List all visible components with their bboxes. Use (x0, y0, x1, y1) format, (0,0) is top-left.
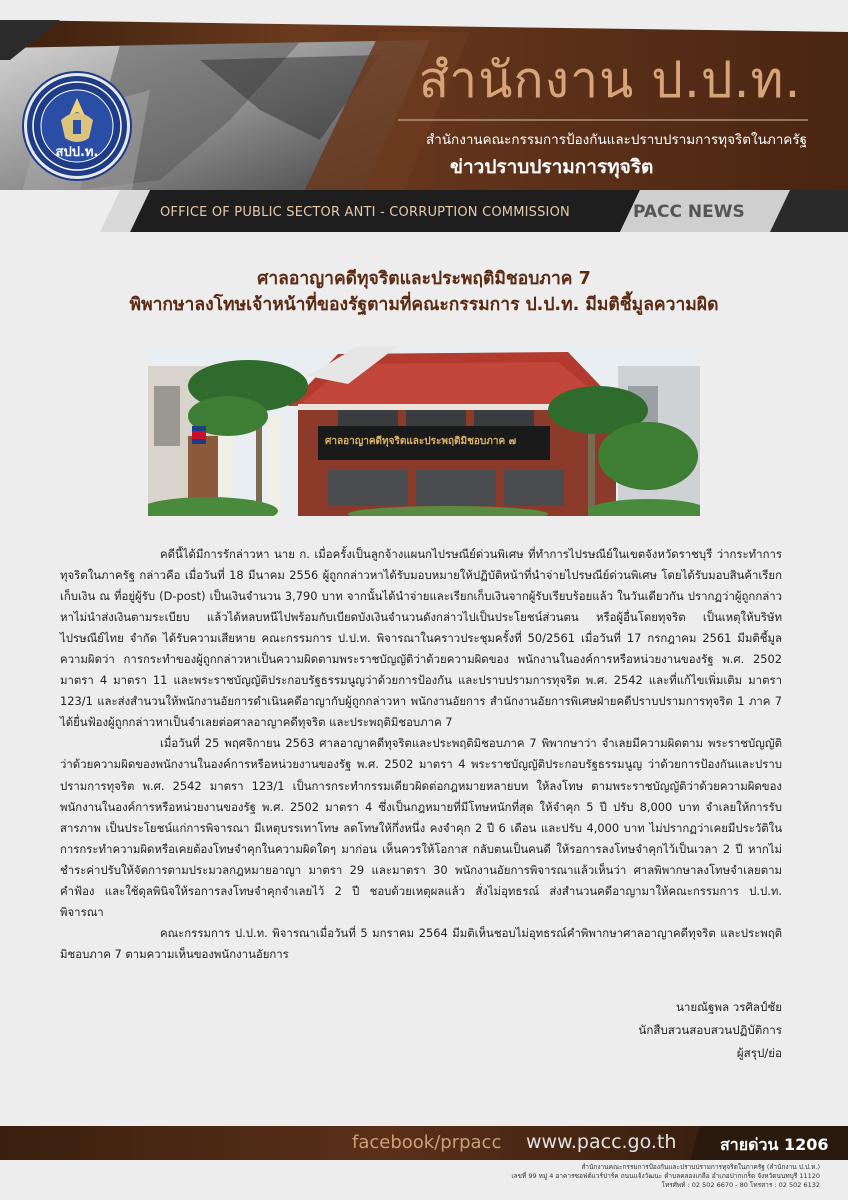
court-sign-text: ศาลอาญาคดีทุจริตและประพฤติมิชอบภาค ๗ (325, 436, 517, 447)
headline-line-2: พิพากษาลงโทษเจ้าหน้าที่ของรัฐตามที่คณะกรรมการ ป.ป.ท. มีมติชี้มูลความผิด (129, 295, 719, 315)
headline-line-1: ศาลอาญาคดีทุจริตและประพฤติมิชอบภาค 7 (257, 269, 591, 289)
footer-address-line-1: สำนักงานคณะกรรมการป้องกันและปราบปรามการทุจริตในภาครัฐ (สำนักงาน ป.ป.ท.) (581, 1163, 820, 1171)
footer-address (511, 1163, 820, 1190)
article-paragraph-1: คดีนี้ได้มีการรักล่าวหา นาย ก. เมื่อครั้งเป็นลูกจ้างแผนกไปรษณีย์ด่วนพิเศษ ที่ทำการไปรษณีย์ในเขตจังหวัดราชบุรี ว่ากระทำการทุจริตในภาครัฐ กล่าวคือ เมื่อวันที่ 18 มีนาคม 2556 ผู้ถูกกล่าวหาได้รับมอบหมายให้ปฏิบัติหน้าที่นำจ่ายไปรษณีย์ด่วนพิเศษ โดยได้รับมอบสินค้าเรียกเก็บเงิน ณ ที่อยู่ผู้รับ (D-post) เป็นเงินจำนวน 3,790 บาท จากนั้นได้นำจ่ายและเรียกเก็บเงินจากผู้รับเรียบร้อยแล้ว ในวันเดียวกัน ปรากฏว่าผู้ถูกกล่าวหาไม่นำส่งเงินตามระเบียบ แล้วได้หลบหนีไปพร้อมกับเบียดบังเงินจำนวนดังกล่าวไปเป็นประโยชน์ส่วนตน หรือผู้อื่นโดยทุจริต เป็นเหตุให้บริษัท ไปรษณีย์ไทย จำกัด ได้รับความเสียหาย คณะกรรมการ ป.ป.ท. พิจารณาในคราวประชุมครั้งที่ 50/2561 เมื่อวันที่ 17 กรกฎาคม 2561 มีมติชี้มูลความผิดว่า การกระทำของผู้ถูกกล่าวหาเป็นความผิดตามพระราชบัญญัติว่าด้วยความผิดของ พนักงานในองค์การหรือหน่วยงานของรัฐ พ.ศ. 2502 มาตรา 4 มาตรา 11 และพระราชบัญญัติประกอบรัฐธรรมนูญว่าด้วยการป้องกัน และปราบปรามการทุจริต พ.ศ. 2542 และที่แก้ไขเพิ่มเติม มาตรา 123/1 และส่งสำนวนให้พนักงานอัยการดำเนินคดีอาญากับผู้ถูกกล่าวหา พนักงานอัยการ สำนักงานอัยการพิเศษฝ่ายคดีปราบปรามการทุจริต 1 ภาค 7 ได้ยื่นฟ้องผู้ถูกกล่าวหาเป็นจำเลยต่อศาลอาญาคดีทุจริต และประพฤติมิชอบภาค 7 (60, 547, 782, 730)
masthead (0, 0, 848, 240)
pacc-seal-logo (24, 73, 130, 179)
author-signature-block (638, 996, 782, 1065)
author-name: นายณัฐพล วรศิลป์ชัย (675, 1000, 782, 1014)
news-section-title: ข่าวปราบปรามการทุจริต (450, 156, 654, 178)
footer-website-link[interactable]: www.pacc.go.th (526, 1131, 677, 1153)
seal-text: สปป.ท. (55, 145, 99, 160)
court-building-photo (148, 346, 700, 516)
footer-facebook-link[interactable]: facebook/prpacc (352, 1132, 502, 1153)
article-body (60, 544, 782, 965)
office-subtitle: สำนักงานคณะกรรมการป้องกันและปราบปรามการทุจริตในภาครัฐ (426, 132, 808, 148)
footer-address-line-3: โทรศัพท์ : 02 502 6670 - 80 โทรสาร : 02 502 6132 (661, 1181, 820, 1189)
court-building-illustration (148, 346, 700, 516)
article-paragraph-2: เมื่อวันที่ 25 พฤศจิกายน 2563 ศาลอาญาคดีทุจริตและประพฤติมิชอบภาค 7 พิพากษาว่า จำเลยมีความผิดตาม พระราชบัญญัติว่าด้วยความผิดของพนักงานในองค์การหรือหน่วยงานของรัฐ พ.ศ. 2502 มาตรา 4 พระราชบัญญัติประกอบรัฐธรรมนูญ ว่าด้วยการป้องกันและปราบปรามการทุจริต พ.ศ. 2542 มาตรา 123/1 เป็นการกระทำกรรมเดียวผิดต่อกฎหมายหลายบท ให้ลงโทษ ตามพระราชบัญญัติว่าด้วยความผิดของพนักงานในองค์การหรือหน่วยงานของรัฐ พ.ศ. 2502 มาตรา 4 ซึ่งเป็นกฎหมายที่มีโทษหนักที่สุด ให้จำคุก 5 ปี ปรับ 8,000 บาท จำเลยให้การรับสารภาพ เป็นประโยชน์แก่การพิจารณา มีเหตุบรรเทาโทษ ลดโทษให้กึ่งหนึ่ง คงจำคุก 2 ปี 6 เดือน และปรับ 4,000 บาท ไม่ปรากฏว่าเคยมีประวัติในการกระทำความผิดหรือเคยต้องโทษจำคุกในความผิดใดๆ มาก่อน เห็นควรให้โอกาส กลับตนเป็นคนดี ให้รอการลงโทษจำคุกไว้เป็นเวลา 2 ปี หากไม่ชำระค่าปรับให้จัดการตามประมวลกฎหมายอาญา มาตรา 29 และมาตรา 30 พนักงานอัยการพิจารณาแล้วเห็นว่า ศาลพิพากษาลงโทษจำเลยตามคำฟ้อง และใช้ดุลพินิจให้รอการลงโทษจำคุกจำเลยไว้ 2 ปี ชอบด้วยเหตุผลแล้ว สั่งไม่อุทธรณ์ ส่งสำนวนคดีอาญามาให้คณะกรรมการ ป.ป.ท. พิจารณา (60, 736, 782, 919)
article-headline (0, 266, 848, 318)
pacc-news-label: PACC NEWS (633, 202, 745, 222)
author-position: นักสืบสวนสอบสวนปฏิบัติการ (638, 1023, 782, 1037)
footer-address-line-2: เลขที่ 99 หมู่ 4 อาคารซอฟต์แวร์ปาร์ค ถนนแจ้งวัฒนะ ตำบลคลองเกลือ อำเภอปากเกร็ด จังหวัดนนทบุรี 11120 (511, 1172, 820, 1180)
author-role: ผู้สรุป/ย่อ (736, 1046, 782, 1060)
footer-hotline: สายด่วน 1206 (720, 1135, 829, 1154)
office-english-name: OFFICE OF PUBLIC SECTOR ANTI - CORRUPTION COMMISSION (160, 205, 570, 220)
office-title: สำนักงาน ป.ป.ท. (418, 51, 802, 109)
article-paragraph-3: คณะกรรมการ ป.ป.ท. พิจารณาเมื่อวันที่ 5 มกราคม 2564 มีมติเห็นชอบไม่อุทธรณ์คำพิพากษาศาลอาญาคดีทุจริต และประพฤติมิชอบภาค 7 ตามความเห็นของพนักงานอัยการ (60, 925, 782, 961)
